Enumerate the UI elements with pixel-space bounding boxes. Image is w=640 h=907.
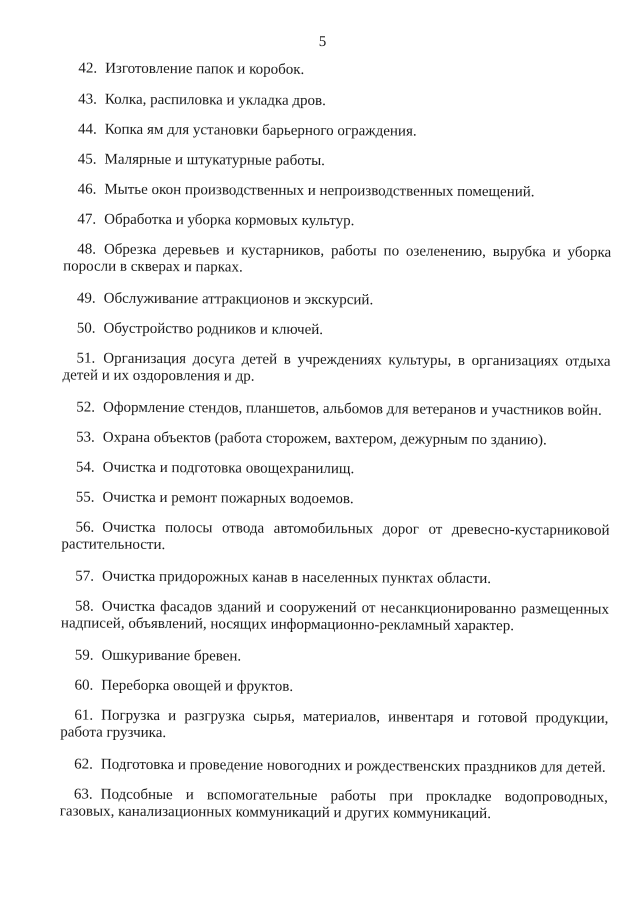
item-text: Малярные и штукатурные работы.	[104, 151, 325, 170]
item-number: 63.	[73, 786, 93, 803]
item-number: 61.	[74, 707, 94, 724]
item-text: Подготовка и проведение новогодних и рождественских праздников для детей.	[100, 756, 606, 776]
item-text: Обустройство родников и ключей.	[103, 320, 324, 339]
item-text: Обрезка деревьев и кустарников, работы по озеленению, вырубка и уборка поросли в скверах и парках.	[63, 241, 612, 276]
item-text: Очистка фасадов зданий и сооружений от несанкционированно размещенных надписей, объявлений, носящих информационно-рекламный характер.	[60, 598, 610, 635]
item-number: 57.	[75, 568, 95, 585]
item-number: 48.	[77, 241, 97, 258]
item-text: Изготовление папок и коробок.	[105, 60, 305, 78]
list-item	[60, 756, 608, 776]
list-item	[63, 211, 611, 231]
item-number: 46.	[77, 181, 97, 198]
list-item	[64, 91, 612, 111]
item-number: 52.	[76, 399, 96, 416]
item-text: Мытье окон производственных и непроизводственных помещений.	[104, 181, 535, 201]
list-item	[63, 320, 611, 340]
item-text: Погрузка и разгрузка сырья, материалов, инвентаря и готовой продукции, работа грузчика.	[60, 707, 609, 742]
list-item	[62, 399, 610, 419]
list-item	[63, 241, 611, 278]
item-number: 47.	[77, 211, 97, 228]
item-number: 58.	[75, 598, 94, 615]
list-item	[64, 60, 612, 80]
list-item	[61, 568, 609, 588]
item-number: 62.	[74, 756, 93, 773]
item-text: Организация досуга детей в учреждениях культуры, в организациях отдыха детей и их оздоровления и др.	[62, 350, 611, 385]
list-item	[62, 429, 610, 449]
list-item	[61, 598, 609, 635]
item-text: Оформление стендов, планшетов, альбомов для ветеранов и участников войн.	[102, 399, 602, 419]
item-number: 45.	[77, 151, 97, 168]
item-number: 42.	[78, 60, 98, 77]
item-text: Переборка овощей и фруктов.	[101, 677, 294, 695]
list-item	[64, 121, 612, 141]
list-item	[60, 707, 608, 744]
list-item	[61, 647, 609, 667]
item-number: 50.	[76, 320, 96, 337]
list-item	[60, 786, 608, 823]
item-text: Очистка придорожных канав в населенных пунктах области.	[101, 568, 492, 588]
item-text: Очистка полосы отвода автомобильных дорог от древесно-кустарниковой растительности.	[61, 519, 610, 554]
item-number: 54.	[75, 459, 95, 476]
item-number: 51.	[76, 350, 96, 367]
item-text: Охрана объектов (работа сторожем, вахтером, дежурным по зданию).	[102, 429, 547, 449]
item-text: Очистка и ремонт пожарных водоемов.	[102, 489, 354, 508]
list-item	[63, 290, 611, 310]
item-number: 44.	[77, 121, 97, 138]
page-number: 5	[318, 33, 327, 51]
item-text: Колка, распиловка и укладка дров.	[104, 91, 326, 110]
list-item	[61, 519, 609, 556]
list-item	[64, 181, 612, 201]
item-number: 43.	[78, 91, 97, 108]
item-number: 49.	[76, 290, 96, 307]
item-text: Обслуживание аттракционов и экскурсий.	[103, 290, 374, 309]
list-item	[62, 350, 610, 387]
item-number: 55.	[75, 489, 95, 506]
item-number: 56.	[75, 519, 95, 536]
item-text: Очистка и подготовка овощехранилищ.	[102, 459, 355, 478]
item-number: 53.	[76, 429, 95, 446]
item-number: 60.	[74, 677, 94, 694]
item-number: 59.	[74, 647, 94, 664]
list-item	[61, 677, 609, 697]
list-item	[64, 151, 612, 171]
list-item	[62, 459, 610, 479]
item-text: Обработка и уборка кормовых культур.	[104, 211, 355, 230]
item-text: Ошкуривание бревен.	[101, 647, 242, 665]
list-item	[62, 489, 610, 509]
item-text: Подсобные и вспомогательные работы при прокладке водопроводных, газовых, канализационных коммуникаций и других коммуникаций.	[59, 786, 608, 823]
item-text: Копка ям для установки барьерного ограждения.	[104, 121, 417, 140]
